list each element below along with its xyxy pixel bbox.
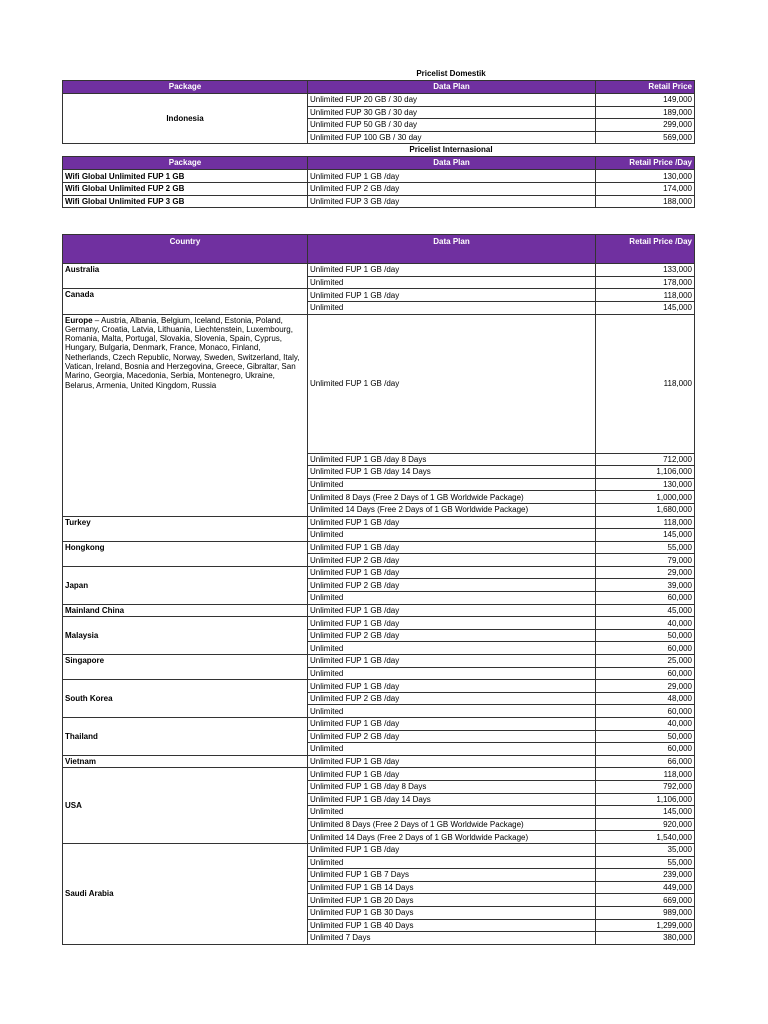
country-prefix: Europe (65, 315, 93, 325)
price-cell: 1,106,000 (596, 466, 695, 479)
price-cell: 29,000 (596, 566, 695, 579)
data-plan-cell: Unlimited FUP 2 GB /day (308, 182, 596, 195)
table-row (63, 314, 695, 453)
package-name: Wifi Global Unlimited FUP 1 GB (63, 170, 308, 183)
data-plan-cell: Unlimited (308, 301, 596, 314)
price-cell: 40,000 (596, 718, 695, 731)
price-cell: 145,000 (596, 301, 695, 314)
data-plan-cell: Unlimited FUP 100 GB / 30 day (308, 131, 596, 144)
domestic-table (62, 80, 695, 144)
pricelist-sheet (62, 68, 694, 945)
data-plan-cell: Unlimited FUP 1 GB /day (308, 289, 596, 302)
package-name: Indonesia (63, 94, 308, 144)
package-name: Wifi Global Unlimited FUP 3 GB (63, 195, 308, 208)
price-cell: 130,000 (596, 170, 695, 183)
price-cell: 118,000 (596, 289, 695, 302)
table-row (63, 604, 695, 617)
data-plan-cell: Unlimited FUP 2 GB /day (308, 629, 596, 642)
data-plan-cell: Unlimited 7 Days (308, 932, 596, 945)
data-plan-cell: Unlimited FUP 1 GB 7 Days (308, 869, 596, 882)
table-row (63, 195, 695, 208)
table-row (63, 289, 695, 302)
header-data-plan: Data Plan (308, 235, 596, 264)
data-plan-cell: Unlimited FUP 1 GB /day (308, 768, 596, 781)
price-cell: 60,000 (596, 667, 695, 680)
data-plan-cell: Unlimited (308, 642, 596, 655)
price-cell: 569,000 (596, 131, 695, 144)
price-cell: 118,000 (596, 516, 695, 529)
data-plan-cell: Unlimited (308, 806, 596, 819)
country-name: Australia (63, 264, 308, 289)
data-plan-cell: Unlimited (308, 276, 596, 289)
price-cell: 712,000 (596, 453, 695, 466)
header-retail-price-day: Retail Price /Day (596, 235, 695, 264)
data-plan-cell: Unlimited FUP 1 GB /day 8 Days (308, 780, 596, 793)
price-cell: 45,000 (596, 604, 695, 617)
domestic-header-row (63, 81, 695, 94)
data-plan-cell: Unlimited 8 Days (Free 2 Days of 1 GB Worldwide Package) (308, 818, 596, 831)
price-cell: 380,000 (596, 932, 695, 945)
data-plan-cell: Unlimited FUP 1 GB /day (308, 541, 596, 554)
country-header-row (63, 235, 695, 264)
data-plan-cell: Unlimited FUP 1 GB /day (308, 314, 596, 453)
price-cell: 149,000 (596, 94, 695, 107)
price-cell: 174,000 (596, 182, 695, 195)
data-plan-cell: Unlimited FUP 1 GB /day 8 Days (308, 453, 596, 466)
table-row (63, 718, 695, 731)
price-cell: 792,000 (596, 780, 695, 793)
country-name: Hongkong (63, 541, 308, 566)
data-plan-cell: Unlimited FUP 1 GB /day (308, 680, 596, 693)
data-plan-cell: Unlimited FUP 1 GB /day (308, 516, 596, 529)
price-cell: 145,000 (596, 529, 695, 542)
header-retail-price: Retail Price (596, 81, 695, 94)
header-retail-price-day: Retail Price /Day (596, 157, 695, 170)
data-plan-cell: Unlimited FUP 1 GB 14 Days (308, 881, 596, 894)
price-cell: 669,000 (596, 894, 695, 907)
data-plan-cell: Unlimited FUP 3 GB /day (308, 195, 596, 208)
data-plan-cell: Unlimited FUP 1 GB /day (308, 617, 596, 630)
price-cell: 189,000 (596, 106, 695, 119)
price-cell: 920,000 (596, 818, 695, 831)
country-list: – Austria, Albania, Belgium, Iceland, Estonia, Poland, Germany, Croatia, Latvia, Lithuania, Liechtenstein, Luxembourg, Romania, Malta, Portugal, Slovakia, Slovenia, Spain, Cyprus, Hungary, Bulgaria, Denmark, France, Monaco, Finland, Netherlands, Czech Republic, Norway, Sweden, Switzerland, Italy, Vatican, Ireland, Bosnia and Herzegovina, Greece, Gibraltar, San Marino, Georgia, Macedonia, Serbia, Montenegro, Ukraine, Belarus, Armenia, United Kingdom, Russia (65, 315, 300, 390)
data-plan-cell: Unlimited FUP 1 GB /day (308, 718, 596, 731)
price-cell: 55,000 (596, 541, 695, 554)
data-plan-cell: Unlimited FUP 50 GB / 30 day (308, 119, 596, 132)
price-cell: 1,000,000 (596, 491, 695, 504)
country-name: USA (63, 768, 308, 844)
data-plan-cell: Unlimited FUP 1 GB /day (308, 170, 596, 183)
data-plan-cell: Unlimited FUP 30 GB / 30 day (308, 106, 596, 119)
country-name: Vietnam (63, 755, 308, 768)
country-name: Thailand (63, 718, 308, 756)
price-cell: 55,000 (596, 856, 695, 869)
table-row (63, 617, 695, 630)
data-plan-cell: Unlimited FUP 2 GB /day (308, 579, 596, 592)
data-plan-cell: Unlimited FUP 1 GB /day 14 Days (308, 466, 596, 479)
header-data-plan: Data Plan (308, 81, 596, 94)
data-plan-cell: Unlimited (308, 478, 596, 491)
price-cell: 188,000 (596, 195, 695, 208)
country-name: Mainland China (63, 604, 308, 617)
header-package: Package (63, 157, 308, 170)
price-cell: 39,000 (596, 579, 695, 592)
price-cell: 1,540,000 (596, 831, 695, 844)
price-cell: 29,000 (596, 680, 695, 693)
table-row (63, 516, 695, 529)
price-cell: 989,000 (596, 906, 695, 919)
price-cell: 133,000 (596, 264, 695, 277)
table-row (63, 680, 695, 693)
data-plan-cell: Unlimited (308, 529, 596, 542)
price-cell: 118,000 (596, 768, 695, 781)
international-table (62, 156, 695, 208)
price-cell: 449,000 (596, 881, 695, 894)
table-row (63, 170, 695, 183)
country-name: Turkey (63, 516, 308, 541)
price-cell: 60,000 (596, 705, 695, 718)
country-name: Singapore (63, 655, 308, 680)
table-row (63, 755, 695, 768)
data-plan-cell: Unlimited (308, 592, 596, 605)
international-header-row (63, 157, 695, 170)
data-plan-cell: Unlimited (308, 856, 596, 869)
price-cell: 35,000 (596, 843, 695, 856)
table-row (63, 843, 695, 856)
price-cell: 50,000 (596, 629, 695, 642)
data-plan-cell: Unlimited FUP 1 GB 40 Days (308, 919, 596, 932)
price-cell: 239,000 (596, 869, 695, 882)
data-plan-cell: Unlimited FUP 1 GB /day (308, 604, 596, 617)
data-plan-cell: Unlimited FUP 1 GB /day 14 Days (308, 793, 596, 806)
price-cell: 60,000 (596, 592, 695, 605)
price-cell: 145,000 (596, 806, 695, 819)
data-plan-cell: Unlimited FUP 1 GB /day (308, 566, 596, 579)
table-row (63, 264, 695, 277)
price-cell: 60,000 (596, 743, 695, 756)
data-plan-cell: Unlimited 14 Days (Free 2 Days of 1 GB Worldwide Package) (308, 503, 596, 516)
table-row (63, 655, 695, 668)
price-cell: 178,000 (596, 276, 695, 289)
data-plan-cell: Unlimited FUP 2 GB /day (308, 730, 596, 743)
price-cell: 79,000 (596, 554, 695, 567)
country-name (63, 314, 308, 516)
table-row (63, 541, 695, 554)
price-cell: 299,000 (596, 119, 695, 132)
data-plan-cell: Unlimited FUP 1 GB /day (308, 655, 596, 668)
price-cell: 1,299,000 (596, 919, 695, 932)
price-cell: 118,000 (596, 314, 695, 453)
data-plan-cell: Unlimited FUP 2 GB /day (308, 554, 596, 567)
data-plan-cell: Unlimited 14 Days (Free 2 Days of 1 GB Worldwide Package) (308, 831, 596, 844)
domestic-title: Pricelist Domestik (416, 69, 486, 78)
country-name: Japan (63, 566, 308, 604)
international-title: Pricelist Internasional (409, 145, 493, 155)
header-country: Country (63, 235, 308, 264)
data-plan-cell: Unlimited FUP 1 GB 20 Days (308, 894, 596, 907)
price-cell: 48,000 (596, 692, 695, 705)
data-plan-cell: Unlimited FUP 1 GB 30 Days (308, 906, 596, 919)
data-plan-cell: Unlimited FUP 1 GB /day (308, 264, 596, 277)
table-row (63, 94, 695, 107)
data-plan-cell: Unlimited FUP 1 GB /day (308, 843, 596, 856)
price-cell: 25,000 (596, 655, 695, 668)
country-table (62, 234, 695, 945)
data-plan-cell: Unlimited FUP 1 GB /day (308, 755, 596, 768)
country-name: Malaysia (63, 617, 308, 655)
header-package: Package (63, 81, 308, 94)
data-plan-cell: Unlimited FUP 20 GB / 30 day (308, 94, 596, 107)
table-row (63, 182, 695, 195)
data-plan-cell: Unlimited (308, 667, 596, 680)
data-plan-cell: Unlimited (308, 705, 596, 718)
price-cell: 40,000 (596, 617, 695, 630)
data-plan-cell: Unlimited FUP 2 GB /day (308, 692, 596, 705)
table-row (63, 768, 695, 781)
country-name: Saudi Arabia (63, 843, 308, 944)
price-cell: 130,000 (596, 478, 695, 491)
price-cell: 1,106,000 (596, 793, 695, 806)
data-plan-cell: Unlimited 8 Days (Free 2 Days of 1 GB Worldwide Package) (308, 491, 596, 504)
price-cell: 66,000 (596, 755, 695, 768)
table-row (63, 566, 695, 579)
country-name: Canada (63, 289, 308, 314)
country-name: South Korea (63, 680, 308, 718)
data-plan-cell: Unlimited (308, 743, 596, 756)
price-cell: 50,000 (596, 730, 695, 743)
price-cell: 1,680,000 (596, 503, 695, 516)
package-name: Wifi Global Unlimited FUP 2 GB (63, 182, 308, 195)
price-cell: 60,000 (596, 642, 695, 655)
header-data-plan: Data Plan (308, 157, 596, 170)
